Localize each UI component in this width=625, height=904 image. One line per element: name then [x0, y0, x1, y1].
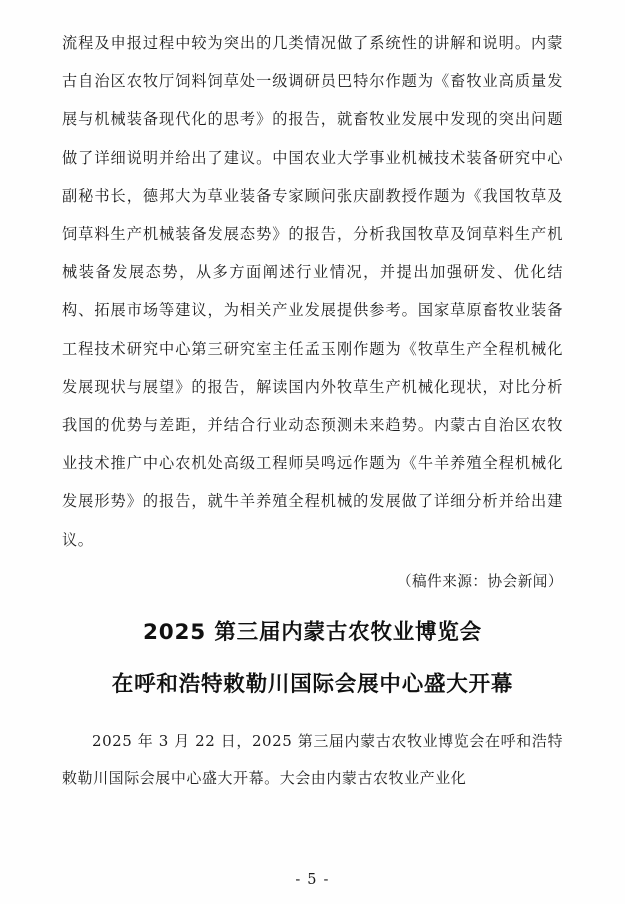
- headline-line-2: 在呼和浩特敕勒川国际会展中心盛大开幕: [111, 671, 514, 697]
- continued-paragraph: 流程及申报过程中较为突出的几类情况做了系统性的讲解和说明。内蒙古自治区农牧厅饲料饲草处一级调研员巴特尔作题为《畜牧业高质量发展与机械装备现代化的思考》的报告，就畜牧业发展中发现的突出问题做了详细说明并给出了建议。中国农业大学事业机械技术装备研究中心副秘书长，德邦大为草业装备专家顾问张庆副教授作题为《我国牧草及饲草料生产机械装备发展态势》的报告，分析我国牧草及饲草料生产机械装备发展态势，从多方面阐述行业情况，并提出加强研发、优化结构、拓展市场等建议，为相关产业发展提供参考。国家草原畜牧业装备工程技术研究中心第三研究室主任孟玉刚作题为《牧草生产全程机械化发展现状与展望》的报告，解读国内外牧草生产机械化现状，对比分析我国的优势与差距，并结合行业动态预测未来趋势。内蒙古自治区农牧业技术推广中心农机处高级工程师吴鸣远作题为《牛羊养殖全程机械化发展形势》的报告，就牛羊养殖全程机械的发展做了详细分析并给出建议。: [62, 34, 563, 549]
- article-headline: [62, 611, 563, 707]
- page-number: - 5 -: [295, 872, 330, 888]
- continued-paragraph-block: [62, 24, 563, 559]
- source-note: （稿件来源：协会新闻）: [396, 572, 563, 590]
- article-paragraph: 2025 年 3 月 22 日，2025 第三届内蒙古农牧业博览会在呼和浩特敕勒川国际会展中心盛大开幕。大会由内蒙古农牧业产业化: [62, 731, 563, 788]
- headline-line-1: 2025 第三届内蒙古农牧业博览会: [143, 619, 482, 645]
- article-body-block: [62, 723, 563, 798]
